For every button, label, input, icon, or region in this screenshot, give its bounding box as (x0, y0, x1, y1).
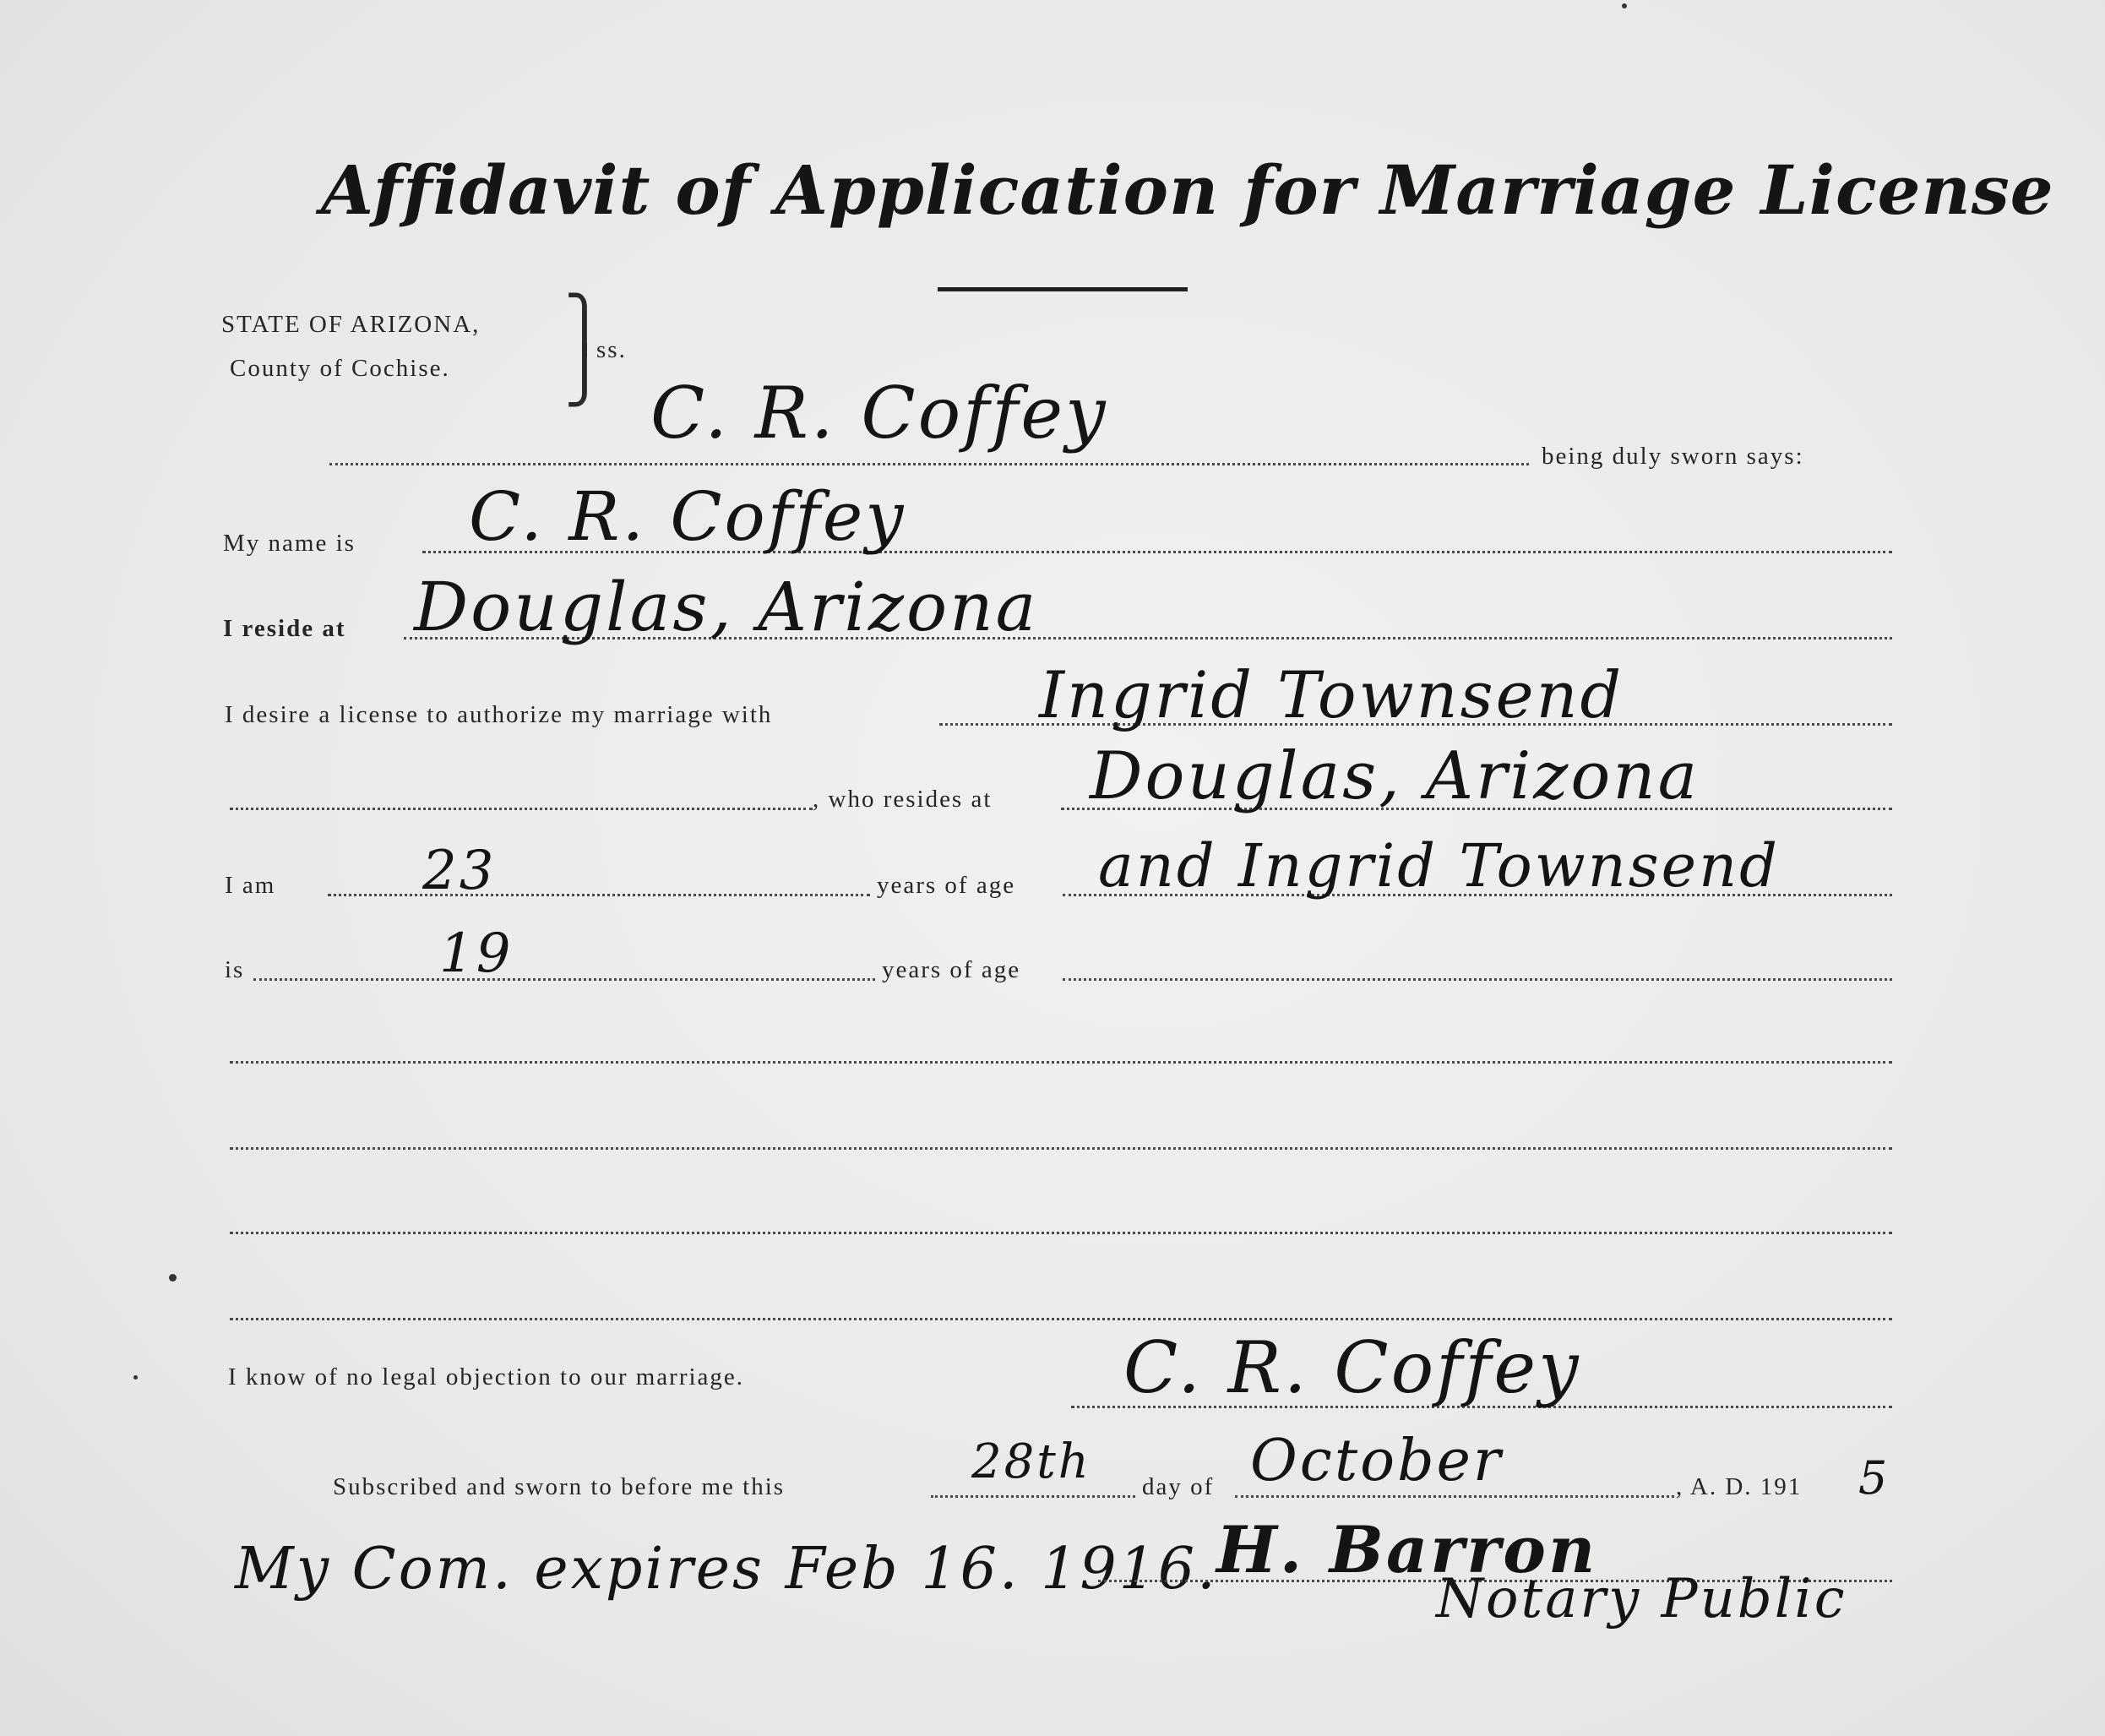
residence-handwritten: Douglas, Arizona (414, 568, 1039, 646)
no-objection-statement: I know of no legal objection to our marriage. (228, 1363, 745, 1390)
i-am-label: I am (225, 872, 276, 899)
ink-speck (133, 1375, 138, 1380)
who-resides-label: , who resides at (813, 786, 993, 813)
years-of-age-label-2: years of age (882, 956, 1021, 983)
desire-license-label: I desire a license to authorize my marriage with (225, 701, 773, 728)
venue-brace-top: ⎫ (564, 295, 605, 355)
venue-state: STATE OF ARIZONA, (221, 311, 481, 338)
subscribed-label: Subscribed and sworn to before me this (333, 1473, 786, 1500)
commission-expiry-note: My Com. expires Feb 16. 1916. (235, 1536, 1218, 1603)
year-digit-handwritten: 5 (1858, 1451, 1890, 1505)
my-name-handwritten: C. R. Coffey (469, 477, 906, 556)
years-of-age-trailing-line (1063, 978, 1892, 981)
who-resides-pre-line (230, 808, 813, 810)
years-of-age-label-1: years of age (877, 872, 1016, 899)
title-underline (938, 287, 1188, 291)
venue-county: County of Cochise. (230, 355, 450, 382)
blank-line-3 (230, 1232, 1892, 1234)
month-handwritten: October (1250, 1428, 1504, 1494)
applicant-age-handwritten: 23 (422, 840, 497, 902)
ink-speck (169, 1274, 177, 1282)
ink-speck (1622, 3, 1627, 8)
affiant-name-line (329, 463, 1529, 465)
applicant-age-line (328, 894, 870, 896)
day-line (931, 1495, 1135, 1498)
document-title: Affidavit of Application for Marriage License (321, 150, 2054, 230)
spouse-age-handwritten: 19 (439, 922, 514, 985)
affiant-name-handwritten: C. R. Coffey (650, 372, 1108, 454)
blank-line-1 (230, 1061, 1892, 1064)
notary-title: Notary Public (1436, 1568, 1847, 1630)
reside-label: I reside at (223, 615, 346, 642)
day-handwritten: 28th (971, 1434, 1091, 1489)
applicant-signature: C. R. Coffey (1123, 1326, 1581, 1409)
anno-domini-label: , A. D. 191 (1676, 1473, 1803, 1500)
blank-line-2 (230, 1147, 1892, 1150)
spouse-age-line (253, 978, 875, 981)
spouse-name-handwritten: Ingrid Townsend (1039, 657, 1624, 732)
venue-brace-bottom: ⎭ (564, 346, 605, 405)
my-name-label: My name is (223, 530, 356, 557)
day-of-label: day of (1142, 1473, 1215, 1500)
notary-signature: H. Barron (1216, 1512, 1598, 1587)
and-spouse-handwritten: and Ingrid Townsend (1098, 831, 1780, 901)
venue-ss: ss. (596, 336, 627, 363)
month-line (1235, 1495, 1674, 1498)
is-label: is (225, 956, 245, 983)
blank-line-4 (230, 1318, 1892, 1320)
spouse-residence-handwritten: Douglas, Arizona (1090, 738, 1700, 814)
sworn-says-label: being duly sworn says: (1542, 443, 1804, 470)
